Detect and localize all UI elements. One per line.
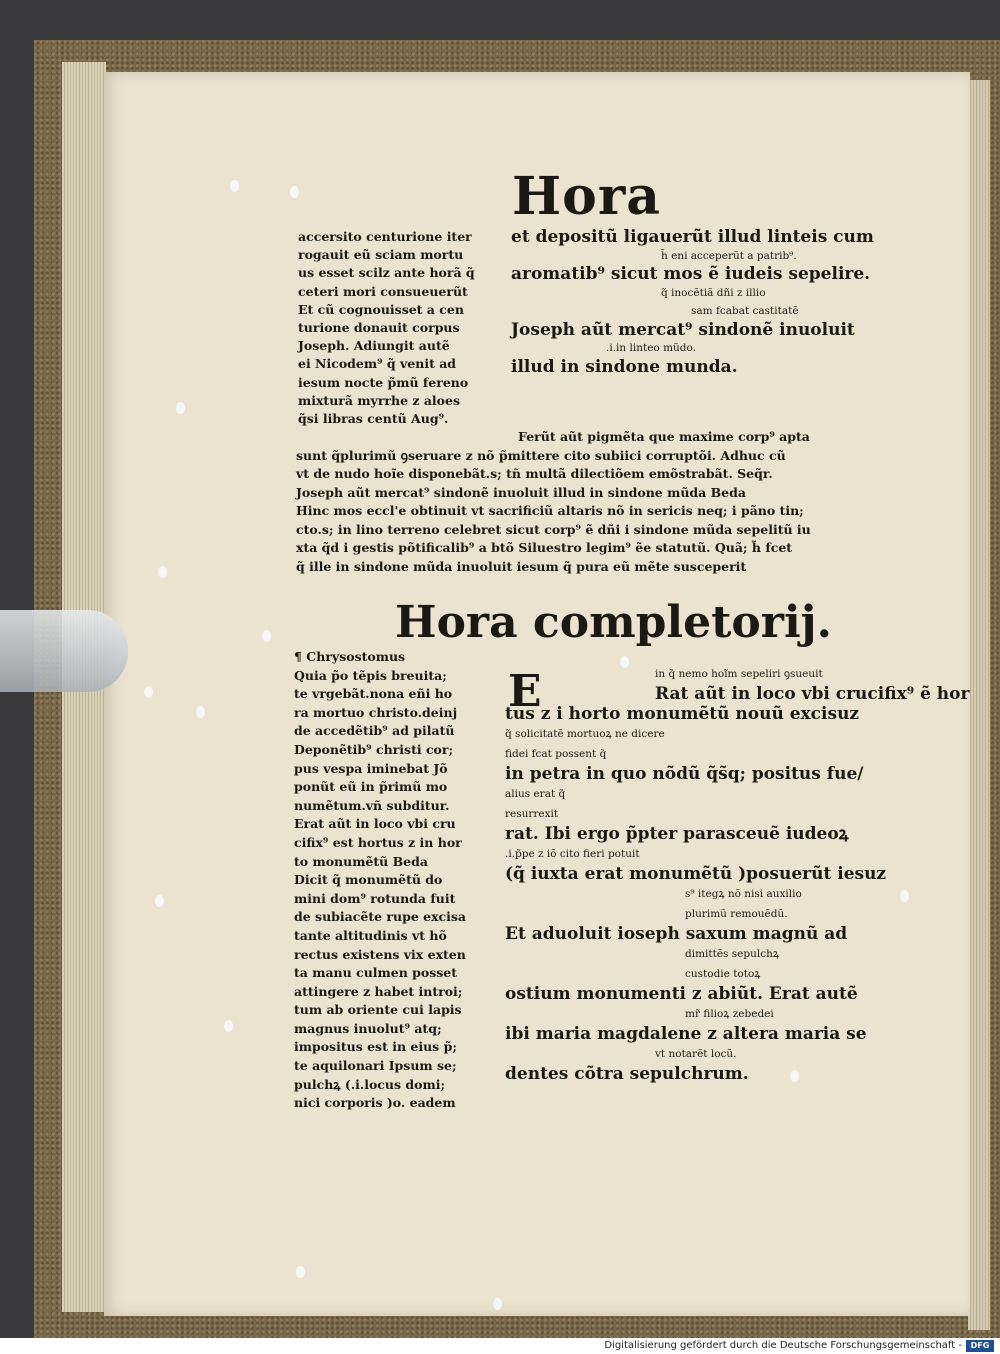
text-line: tus z i horto monumẽtũ nouũ excisuz bbox=[505, 704, 860, 724]
text-line: s⁹ itegꝝ nõ nisi auxilio bbox=[685, 888, 802, 900]
text-line: Hinc mos eccl'e obtinuit vt sacrificiũ altaris nõ in sericis neq; i pãno tin; bbox=[296, 503, 804, 518]
text-line: plurimũ remouẽdũ. bbox=[685, 908, 788, 920]
text-line: us esset scilz ante horã q̃ bbox=[298, 265, 475, 281]
text-line: rat. Ibi ergo p̃pter parasceuẽ iudeoꝝ bbox=[505, 824, 849, 844]
text-line: custodie totoꝝ bbox=[685, 968, 761, 980]
text-line: in q̃ nemo hoĩm sepeliri ꝯsueuit bbox=[655, 668, 823, 680]
text-line: magnus inuolut⁹ atq; bbox=[294, 1020, 442, 1036]
text-line: turione donauit corpus bbox=[298, 320, 460, 336]
text-line: ostium monumenti z abiũt. Erat autẽ bbox=[505, 984, 858, 1004]
text-line: cto.s; in lino terreno celebret sicut corp⁹ ẽ dñi i sindone mũda sepelitũ iu bbox=[296, 521, 811, 537]
footer-bar bbox=[0, 1338, 1000, 1354]
text-line: in petra in quo nõdũ q̃s̃q; positus fue/ bbox=[505, 764, 864, 784]
text-line: Erat aũt in loco vbi cru bbox=[294, 816, 456, 832]
text-line: xta q̃d i gestis põtificalib⁹ a btõ Siluestro legim⁹ ẽe statutũ. Quã; h̃ fcet bbox=[296, 540, 793, 555]
page-clip bbox=[0, 610, 128, 692]
page-heading-hora: Hora bbox=[512, 166, 661, 227]
worm-hole bbox=[144, 686, 153, 698]
text-line: Joseph aũt mercat⁹ sindonẽ inuoluit illud in sindone mũda Beda bbox=[296, 484, 746, 500]
text-line: mixturã myrrhe z aloes bbox=[298, 392, 461, 408]
text-line: pus vespa iminebat Jõ bbox=[294, 760, 448, 776]
text-line: q̃si libras centũ Aug⁹. bbox=[298, 411, 449, 427]
text-line: sunt q̃plurimũ ꝯseruare z nõ p̃mittere cito subiici corruptõi. Adhuc cũ bbox=[296, 447, 786, 463]
right-page-edges bbox=[968, 80, 990, 1330]
text-line: numẽtum.vñ subditur. bbox=[294, 797, 450, 813]
text-line: nici corporis )o. eadem bbox=[294, 1095, 456, 1111]
text-line: resurrexit bbox=[505, 808, 559, 820]
left-column-2 bbox=[294, 648, 466, 1113]
text-line: accersito centurione iter bbox=[298, 229, 472, 244]
worm-hole bbox=[262, 630, 271, 642]
text-line: ¶ Chrysostomus bbox=[294, 649, 406, 664]
worm-hole bbox=[290, 186, 299, 198]
text-line: dentes cõtra sepulchrum. bbox=[505, 1064, 749, 1084]
text-line: (q̃ iuxta erat monumẽtũ )posuerũt iesuz bbox=[505, 864, 887, 884]
text-line: Et aduoluit ioseph saxum magnũ ad bbox=[505, 924, 848, 944]
text-line: te aquilonari Ipsum se; bbox=[294, 1058, 457, 1074]
text-line: h̃ eni acceperũt a patrib⁹. bbox=[661, 249, 797, 262]
dfg-logo-icon[interactable]: DFG bbox=[966, 1340, 994, 1352]
text-line: rectus existens vix exten bbox=[294, 946, 466, 962]
section-heading-completorii: Hora completorij. bbox=[395, 597, 832, 648]
text-line: attingere z habet introi; bbox=[294, 983, 463, 999]
text-line: de subiacẽte rupe excisa bbox=[294, 909, 467, 925]
text-line: to monumẽtũ Beda bbox=[294, 853, 428, 869]
footer-credit: Digitalisierung gefördert durch die Deutsche Forschungsgemeinschaft - bbox=[604, 1340, 962, 1351]
text-line: ra mortuo christo.deinj bbox=[294, 704, 458, 720]
text-line: ta manu culmen posset bbox=[294, 965, 458, 981]
text-line: illud in sindone munda. bbox=[511, 356, 738, 377]
text-line: tante altitudinis vt hõ bbox=[294, 927, 447, 943]
text-line: ei Nicodem⁹ q̃ venit ad bbox=[298, 356, 457, 372]
text-line: rogauit eũ sciam mortu bbox=[298, 247, 464, 263]
text-line: ponũt eũ in p̃rimũ mo bbox=[294, 779, 448, 795]
text-line: pulchꝝ (.i.locus domi; bbox=[294, 1076, 446, 1092]
text-line: et depositũ ligauerũt illud linteis cum bbox=[511, 227, 874, 247]
text-line: Quia p̃o tẽpis breuita; bbox=[294, 667, 447, 683]
text-line: q̃ ille in sindone mũda inuoluit iesum q̃ pura eũ mẽte susceperit bbox=[296, 558, 747, 574]
text-line: q̃ solicitatẽ mortuoꝝ ne dicere bbox=[505, 728, 665, 740]
text-line: .i.p̃pe z iõ cito fieri potuit bbox=[505, 848, 640, 860]
text-line: aromatib⁹ sicut mos ẽ iudeis sepelire. bbox=[511, 264, 871, 284]
text-line: Joseph aũt mercat⁹ sindonẽ inuoluit bbox=[511, 319, 855, 340]
worm-hole bbox=[224, 1020, 233, 1032]
worm-hole bbox=[155, 895, 164, 907]
text-line: fidei fcat possent q̃ bbox=[505, 748, 607, 760]
right-column-2 bbox=[505, 664, 969, 1084]
text-line: Deponẽtib⁹ christi cor; bbox=[294, 741, 454, 757]
worm-hole bbox=[176, 402, 185, 414]
text-line: ceteri mori consueuerũt bbox=[298, 283, 468, 299]
text-line: sam fcabat castitatẽ bbox=[691, 305, 799, 317]
text-line: alius erat q̃ bbox=[505, 788, 566, 800]
text-line: mini dom⁹ rotunda fuit bbox=[294, 890, 456, 906]
text-line: tum ab oriente cui lapis bbox=[294, 1002, 462, 1018]
text-line: q̃ inocẽtiã dñi z illio bbox=[661, 286, 766, 299]
right-column-1 bbox=[511, 228, 874, 376]
worm-hole bbox=[158, 566, 167, 578]
worm-hole bbox=[230, 180, 239, 192]
text-line: vt de nudo hoĩe disponebãt.s; tñ multã dilectiõem emõstrabãt. Seq̃r. bbox=[296, 466, 773, 481]
text-line: Joseph. Adiungit autẽ bbox=[298, 338, 450, 354]
text-line: impositus est in eius p̃; bbox=[294, 1039, 457, 1055]
text-line: .i.in linteo mũdo. bbox=[606, 342, 696, 354]
text-line: Dicit q̃ monumẽtũ do bbox=[294, 872, 443, 888]
worm-hole bbox=[196, 706, 205, 718]
text-line: mr̃ filioꝝ zebedei bbox=[685, 1008, 774, 1020]
worm-hole bbox=[493, 1298, 502, 1310]
text-line: dimittẽs sepulchꝝ bbox=[685, 948, 779, 960]
text-line: te vrgebãt.nona eñi ho bbox=[294, 686, 453, 702]
text-line: cifix⁹ est hortus z in hor bbox=[294, 834, 462, 850]
text-line: de accedẽtib⁹ ad pilatũ bbox=[294, 723, 455, 739]
text-line: Et cũ cognouisset a cen bbox=[298, 301, 464, 317]
paragraph-1 bbox=[296, 428, 811, 576]
text-line: vt notarẽt locũ. bbox=[655, 1048, 737, 1060]
paragraph-lead-line: Ferũt aũt pigmẽta que maxime corp⁹ apta bbox=[518, 429, 810, 444]
worm-hole bbox=[296, 1266, 305, 1278]
text-line: Rat aũt in loco vbi crucifix⁹ ẽ hor bbox=[655, 684, 970, 704]
left-column-1 bbox=[298, 228, 475, 428]
text-line: ibi maria magdalene z altera maria se bbox=[505, 1024, 867, 1044]
text-line: iesum nocte p̃mũ fereno bbox=[298, 374, 469, 390]
initial-letter: E bbox=[508, 666, 542, 717]
